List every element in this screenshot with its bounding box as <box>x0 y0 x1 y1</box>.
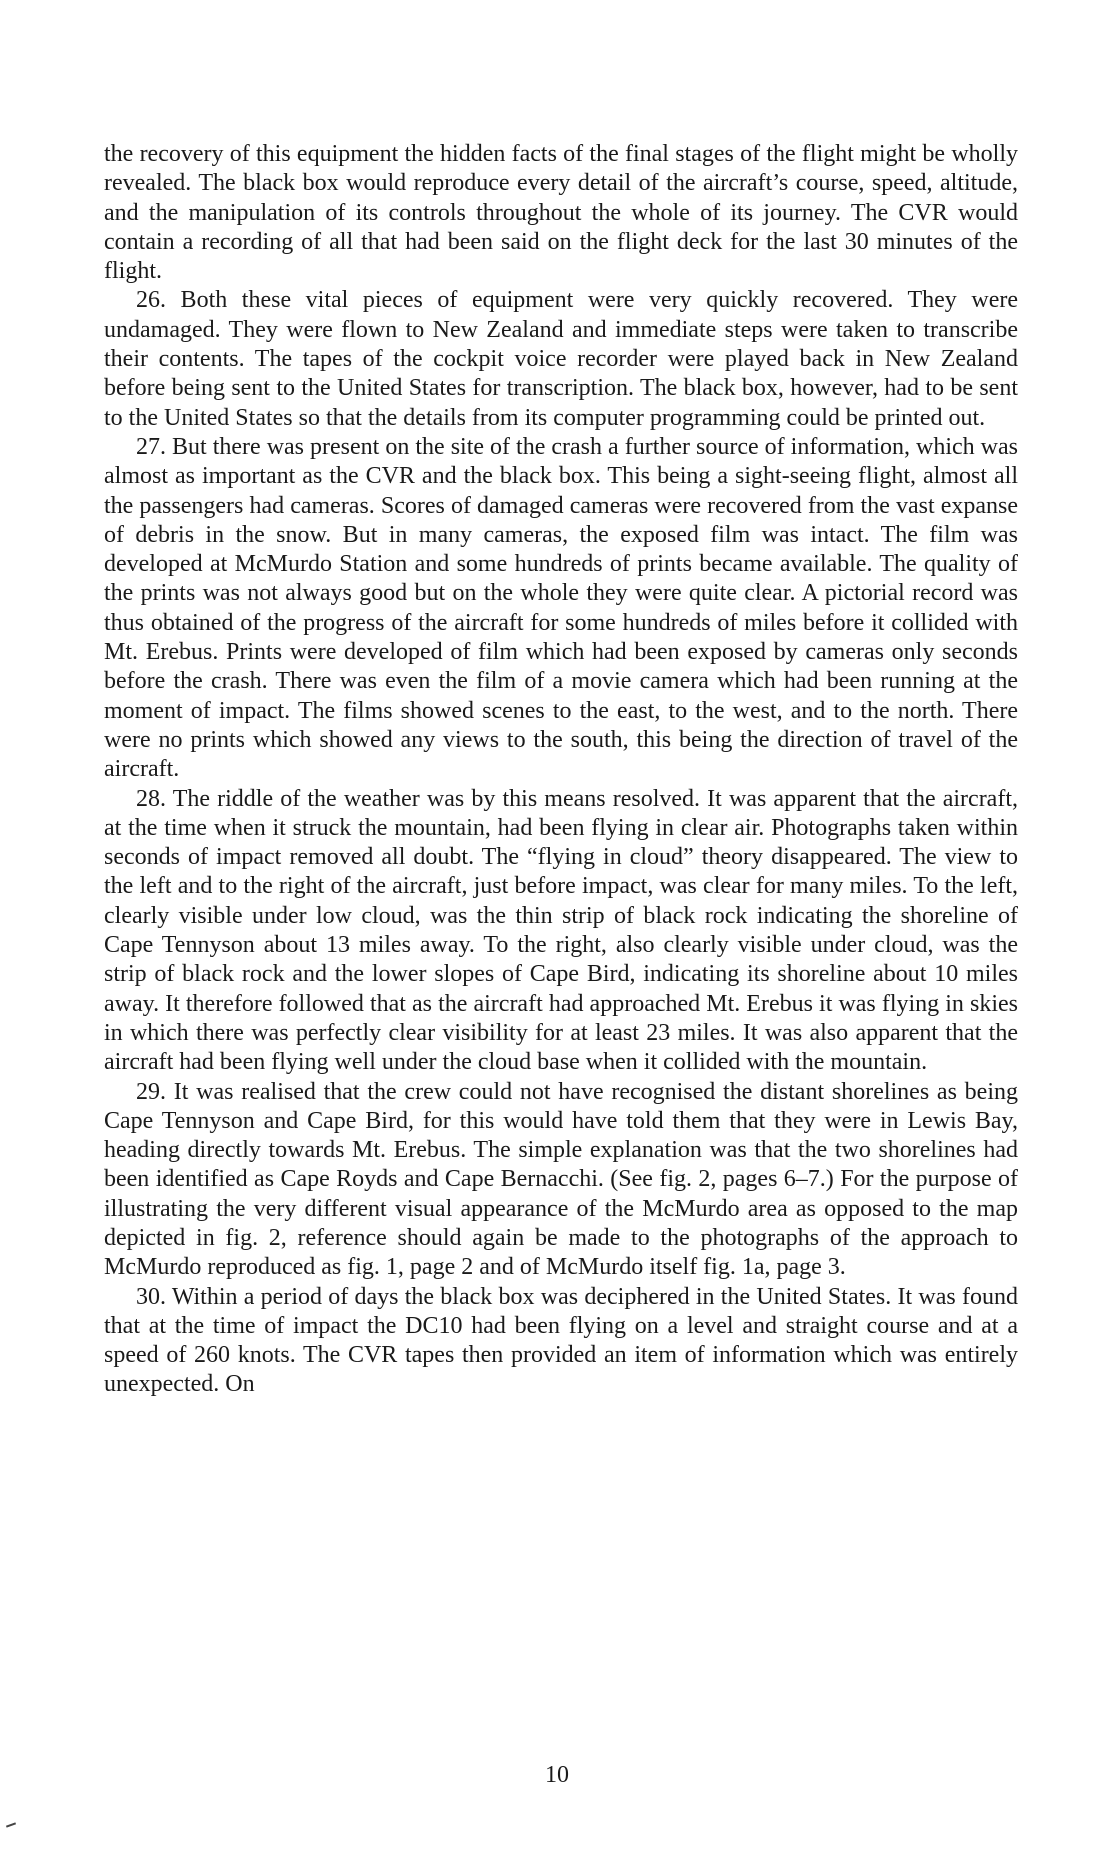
paragraph-29: 29. It was realised that the crew could not have recognised the distant shorelines as being Cape Tennyson and Cape Bird, for this would have told them that they were in Lewis Bay, heading directly towards Mt. Erebus. The simple explanation was that the two shorelines had been identified as Cape Royds and Cape Bernacchi. (See fig. 2, pages 6–7.) For the purpose of illustrating the very different visual appearance of the McMurdo area as opposed to the map depicted in fig. 2, reference should again be made to the photographs of the approach to McMurdo reproduced as fig. 1, page 2 and of McMurdo itself fig. 1a, page 3. <box>104 1078 1018 1281</box>
paragraph-28: 28. The riddle of the weather was by this means resolved. It was apparent that the aircraft, at the time when it struck the mountain, had been flying in clear air. Photographs taken within seconds of impact removed all doubt. The “flying in cloud” theory disappeared. The view to the left and to the right of the aircraft, just before impact, was clear for many miles. To the left, clearly visible under low cloud, was the thin strip of black rock indicating the shoreline of Cape Tennyson about 13 miles away. To the right, also clearly visible under cloud, was the strip of black rock and the lower slopes of Cape Bird, indicating its shoreline about 10 miles away. It therefore followed that as the aircraft had approached Mt. Erebus it was flying in skies in which there was perfectly clear visibility for at least 23 miles. It was also apparent that the aircraft had been flying well under the cloud base when it collided with the mountain. <box>104 785 1018 1076</box>
paragraph-30: 30. Within a period of days the black box was deciphered in the United States. It was found that at the time of impact the DC10 had been flying on a level and straight course and at a speed of 260 knots. The CVR tapes then provided an item of information which was entirely unexpected. On <box>104 1283 1018 1398</box>
paragraph-26: 26. Both these vital pieces of equipment were very quickly recovered. They were undamaged. They were flown to New Zealand and immediate steps were taken to transcribe their contents. The tapes of the cockpit voice recorder were played back in New Zealand before being sent to the United States for transcription. The black box, however, had to be sent to the United States so that the details from its computer programming could be printed out. <box>104 287 1018 431</box>
body-text <box>104 140 1018 1400</box>
page-number: 10 <box>545 1762 569 1788</box>
paragraph-27: 27. But there was present on the site of the crash a further source of information, which was almost as important as the CVR and the black box. This being a sight-seeing flight, almost all the passengers had cameras. Scores of damaged cameras were recovered from the vast expanse of debris in the snow. But in many cameras, the exposed film was intact. The film was developed at McMurdo Station and some hundreds of prints became available. The quality of the prints was not always good but on the whole they were quite clear. A pictorial record was thus obtained of the progress of the aircraft for some hundreds of miles before it collided with Mt. Erebus. Prints were developed of film which had been exposed by cameras only seconds before the crash. There was even the film of a movie camera which had been running at the moment of impact. The films showed scenes to the east, to the west, and to the north. There were no prints which showed any views to the south, this being the direction of travel of the aircraft. <box>104 433 1018 783</box>
scan-artifact <box>6 1822 16 1827</box>
paragraph-continuation: the recovery of this equipment the hidden facts of the final stages of the flight might be wholly revealed. The black box would reproduce every detail of the aircraft’s course, speed, altitude, and the manipulation of its controls throughout the whole of its journey. The CVR would contain a recording of all that had been said on the flight deck for the last 30 minutes of the flight. <box>104 141 1018 285</box>
